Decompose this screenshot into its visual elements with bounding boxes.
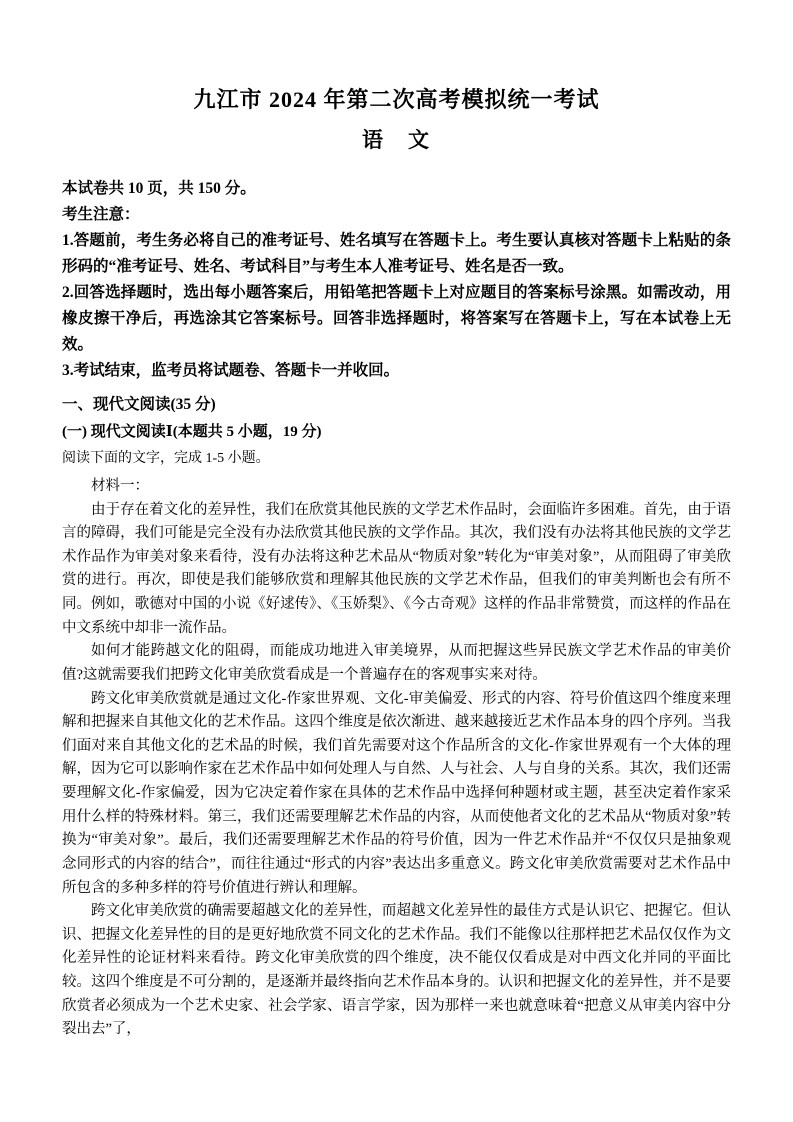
material-paragraph-4: 跨文化审美欣赏的确需要超越文化的差异性，而超越文化差异性的最佳方式是认识它、把握它。但认识、把握文化差异性的目的是更好地欣赏不同文化的艺术作品。我们不能像以往那样把艺术品仅仅作为文化差异性的论证材料来看待。跨文化审美欣赏的四个维度，决不能仅仅看成是对中西文化并同的平面比较。这四个维度是不可分割的，是逐渐并最终指向艺术作品本身的。认识和把握文化的差异性，并不是要欣赏者必须成为一个艺术史家、社会学家、语言学家，因为那样一来也就意味着“把意义从审美内容中分裂出去”了，	[62, 903, 731, 1038]
exam-subject: 语 文	[362, 127, 431, 152]
material-paragraph-2: 如何才能跨越文化的阻碍，而能成功地进入审美境界，从而把握这些异民族文学艺术作品的审美价值?这就需要我们把跨文化审美欣赏看成是一个普遍存在的客观事实来对待。	[62, 643, 731, 683]
notice-item-2: 2.回答选择题时，选出每小题答案后，用铅笔把答题卡上对应题目的答案标号涂黑。如需改动，用橡皮擦干净后，再选涂其它答案标号。回答非选择题时，将答案写在答题卡上，写在本试卷上无效。	[62, 284, 731, 354]
exam-title: 九江市 2024 年第二次高考模拟统一考试	[193, 87, 600, 112]
notice-item-1: 1.答题前，考生务必将自己的准考证号、姓名填写在答题卡上。考生要认真核对答题卡上粘贴的条形码的“准考证号、姓名、考试科目”与考生本人准考证号、姓名是否一致。	[62, 231, 731, 275]
candidate-notices	[62, 176, 731, 384]
notice-label: 考生注意：	[62, 205, 140, 223]
paper-info: 本试卷共 10 页，共 150 分。	[62, 179, 256, 197]
material-paragraph-3: 跨文化审美欣赏就是通过文化-作家世界观、文化-审美偏爱、形式的内容、符号价值这四个维度来理解和把握来自其他文化的艺术作品。这四个维度是依次渐进、越来越接近艺术作品本身的四个序列。当我们面对来自其他文化的艺术品的时候，我们首先需要对这个作品所含的文化-作家世界观有一个大体的理解，因为它可以影响作家在艺术作品中如何处理人与自然、人与社会、人与自身的关系。其次，我们还需要理解文化-作家偏爱，因为它决定着作家在具体的艺术作品中选择何种题材或主题，甚至决定着作家采用什么样的特殊材料。第三，我们还需要理解艺术作品的内容，从而使他者文化的艺术品从“物质对象”转换为“审美对象”。最后，我们还需要理解艺术作品的符号价值，因为一件艺术作品并“不仅仅只是抽象观念同形式的内容的结合”，而往往通过“形式的内容”表达出多重意义。跨文化审美欣赏需要对艺术作品中所包含的多种多样的符号价值进行辨认和理解。	[62, 690, 731, 896]
section-heading-modern-reading: 一、现代文阅读(35 分)	[62, 396, 216, 414]
material-one-label: 材料一：	[91, 477, 149, 494]
material-paragraph-1: 由于存在着文化的差异性，我们在欣赏其他民族的文学艺术作品时，会面临许多困难。首先，由于语言的障碍，我们可能是完全没有办法欣赏其他民族的文学作品。其次，我们没有办法将其他民族的文学艺术作品作为审美对象来看待，没有办法将这种艺术品从“物质对象”转化为“审美对象”，从而阻碍了审美欣赏的进行。再次，即使是我们能够欣赏和理解其他民族的文学艺术作品，但我们的审美判断也会有所不同。例如，歌德对中国的小说《好逑传》、《玉娇梨》、《今古奇观》这样的作品非常赞赏，而这样的作品在中文系统中却非一流作品。	[62, 501, 731, 636]
material-one	[62, 475, 731, 1042]
subsection-heading-reading-one: (一) 现代文阅读Ⅰ(本题共 5 小题，19 分)	[62, 424, 322, 441]
notice-item-3: 3.考试结束，监考员将试题卷、答题卡一并收回。	[62, 362, 400, 380]
reading-instruction: 阅读下面的文字，完成 1-5 小题。	[62, 451, 270, 467]
